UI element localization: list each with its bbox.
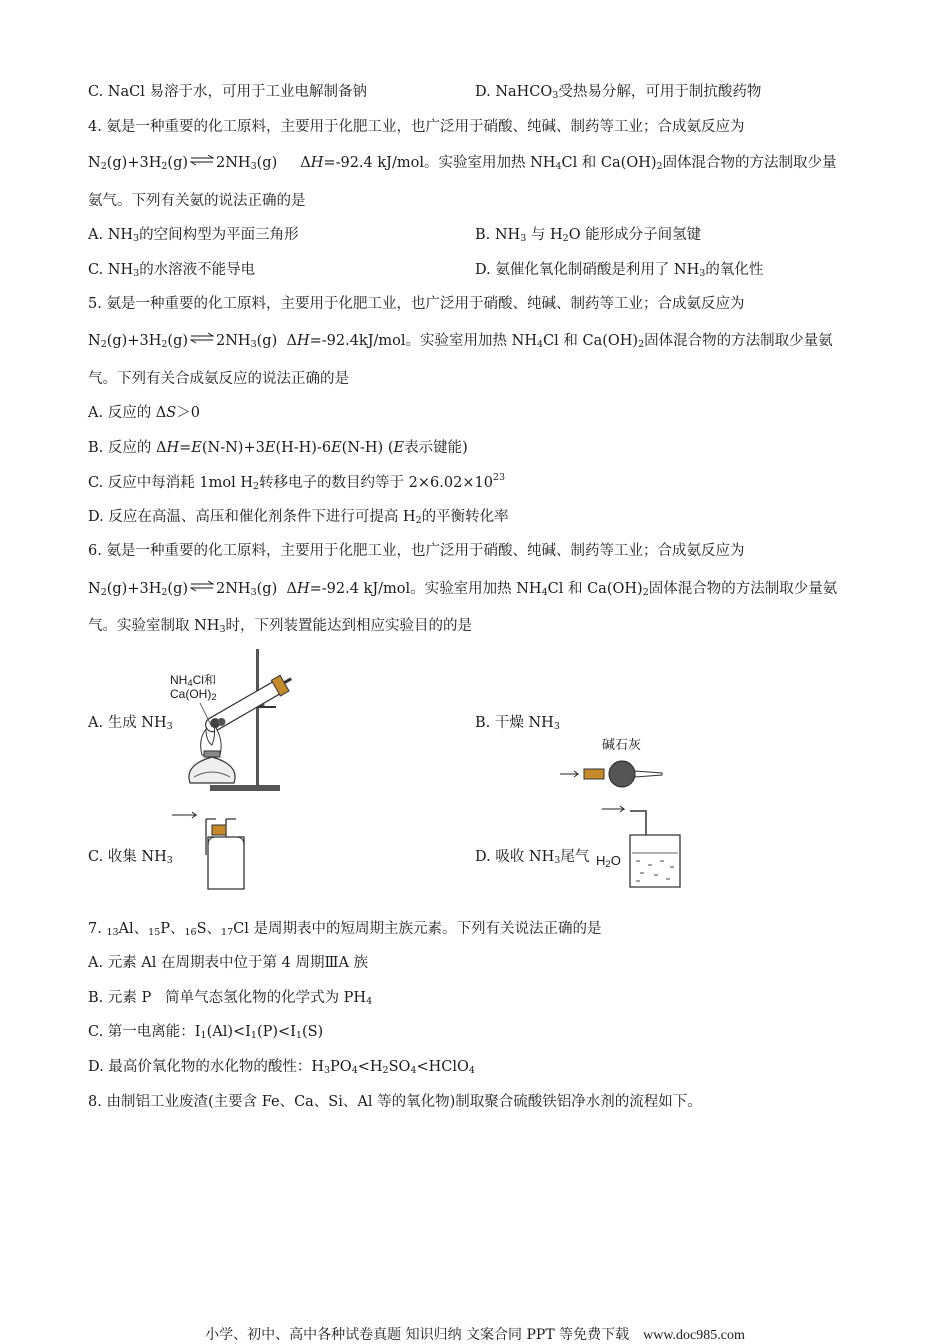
- q7-option-b: B. 元素 P 简单气态氢化物的化学式为 $PH_4$: [88, 990, 373, 1007]
- q5-option-c: C. 反应中每消耗 1mol $H_2$转移电子的数目约等于 $2\times 6.02\times 10^{23}$: [88, 472, 506, 492]
- footer-site-link[interactable]: www.doc985.com: [643, 1328, 745, 1343]
- q7-option-a: A. 元素 Al 在周期表中位于第 4 周期ⅢA 族: [88, 955, 369, 971]
- q7-option-c: C. 第一电离能：$I_1(Al)<I_1(P)<I_1(S)$: [88, 1024, 324, 1041]
- q5-stem-line1: 5. 氨是一种重要的化工原料，主要用于化肥工业，也广泛用于硝酸、纯碱、制药等工业；合成氨反应为: [88, 296, 745, 312]
- figure-b-label: 碱石灰: [602, 738, 642, 753]
- q3-option-c: C. NaCl 易溶于水，可用于工业电解制备钠: [88, 84, 367, 100]
- figure-d-label: $H_2O$: [596, 853, 621, 870]
- gas-bottle-icon: [170, 805, 250, 893]
- figure-a-heating-apparatus: [160, 645, 310, 795]
- q6-option-d: D. 吸收 $NH_3$尾气: [475, 849, 590, 866]
- q4-stem-line1: 4. 氨是一种重要的化工原料，主要用于化肥工业，也广泛用于硝酸、纯碱、制药等工业；合成氨反应为: [88, 119, 745, 135]
- q4-option-d: D. 氨催化氧化制硝酸是利用了 $NH_3$的氧化性: [475, 262, 764, 279]
- q4-option-a: A. $NH_3$的空间构型为平面三角形: [88, 227, 299, 244]
- q5-option-d: D. 反应在高温、高压和催化剂条件下进行可提高 $H_2$的平衡转化率: [88, 509, 509, 526]
- q5-option-b: B. 反应的 ΔH=E(N-N)+3E(H-H)-6E(N-H) (E表示键能): [88, 440, 468, 456]
- q4-stem-line2: $N_2(g)+3H_2(g)$ $2NH_3(g)$ ΔH=-92.4 kJ/mol。实验室用加热 $NH_4Cl$ 和 $Ca(OH)_2$固体混合物的方法制取少量: [88, 155, 837, 172]
- q6-option-b: B. 干燥 $NH_3$: [475, 715, 560, 732]
- q3-option-d: D. NaHCO$_3$受热易分解，可用于制抗酸药物: [475, 84, 762, 101]
- q6-stem-line3: 气。实验室制取 $NH_3$时，下列装置能达到相应实验目的的是: [88, 618, 472, 635]
- q6-stem-line2: $N_2(g)+3H_2(g)$ $2NH_3(g)$ ΔH=-92.4 kJ/mol。实验室用加热 $NH_4Cl$ 和 $Ca(OH)_2$固体混合物的方法制取少量氨: [88, 581, 838, 598]
- equilibrium-arrow-icon: [190, 154, 214, 166]
- q4-option-b: B. $NH_3$ 与 $H_2O$ 能形成分子间氢键: [475, 227, 702, 244]
- q4-stem-line3: 氨气。下列有关氨的说法正确的是: [88, 193, 306, 209]
- beaker-icon: [596, 805, 686, 893]
- figure-b-drying-tube: [560, 738, 670, 788]
- footer-text: 小学、初中、高中各种试卷真题 知识归纳 文案合同 PPT 等免费下载: [205, 1327, 630, 1343]
- figure-d-absorption-beaker: [596, 805, 686, 893]
- q5-stem-line2: $N_2(g)+3H_2(g)$ $2NH_3(g)$ ΔH=-92.4kJ/mol。实验室用加热 $NH_4Cl$ 和 $Ca(OH)_2$固体混合物的方法制取少量氨: [88, 333, 833, 350]
- equilibrium-arrow-icon: [190, 332, 214, 344]
- q8-stem: 8. 由制铝工业废渣(主要含 Fe、Ca、Si、Al 等的氧化物)制取聚合硫酸铁铝净水剂的流程如下。: [88, 1094, 702, 1110]
- page-footer: [0, 1324, 950, 1344]
- q5-stem-line3: 气。下列有关合成氨反应的说法正确的是: [88, 371, 349, 387]
- q7-option-d: D. 最高价氧化物的水化物的酸性：$H_3PO_4<H_2SO_4<HClO_4$: [88, 1059, 475, 1076]
- drying-tube-icon: [560, 738, 670, 788]
- figure-a-label: $NH_4Cl$和 $Ca(OH)_2$: [170, 673, 217, 703]
- figure-c-collection-bottle: [170, 805, 250, 893]
- q7-stem: 7. $_{13}$Al、$_{15}$P、$_{16}$S、$_{17}$Cl 是周期表中的短周期主族元素。下列有关说法正确的是: [88, 921, 602, 938]
- q6-option-a: A. 生成 $NH_3$: [88, 715, 173, 732]
- q6-option-c: C. 收集 $NH_3$: [88, 849, 173, 866]
- equilibrium-arrow-icon: [190, 580, 214, 592]
- q6-stem-line1: 6. 氨是一种重要的化工原料，主要用于化肥工业，也广泛用于硝酸、纯碱、制药等工业；合成氨反应为: [88, 543, 745, 559]
- q4-option-c: C. $NH_3$的水溶液不能导电: [88, 262, 256, 279]
- apparatus-a-drawing-icon: [160, 645, 310, 795]
- q5-option-a: A. 反应的 ΔS＞0: [88, 405, 200, 421]
